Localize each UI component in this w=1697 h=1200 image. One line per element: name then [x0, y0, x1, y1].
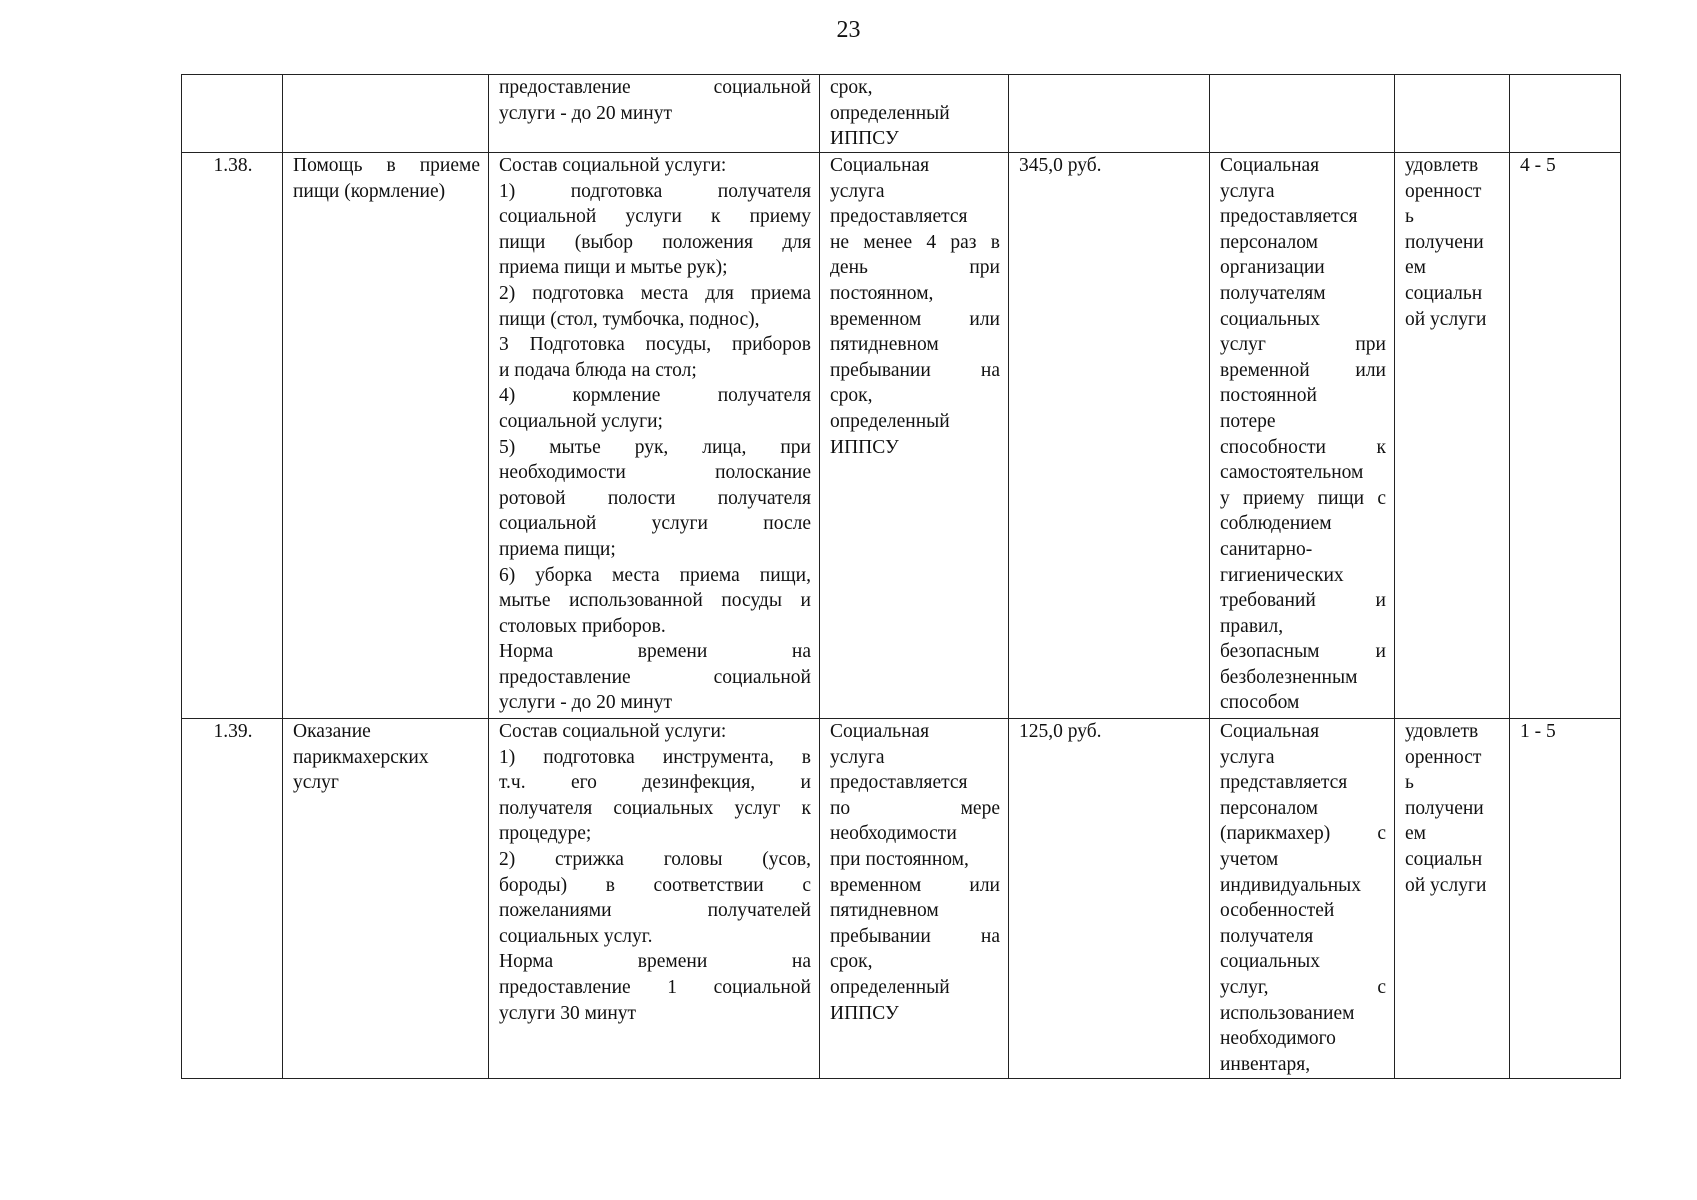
- cell-text-line: 1) подготовка инструмента, в: [499, 746, 811, 768]
- cell-text-line: бороды) в соответствии с: [499, 874, 811, 896]
- cell-text-line: ем: [1405, 823, 1426, 845]
- cell-text-line: по мере: [830, 797, 1000, 819]
- cell-text-line: 1) подготовка получателя: [499, 180, 811, 202]
- cell-text-line: индивидуальных: [1220, 874, 1362, 896]
- cell-text-line: мытье использованной посуды и: [499, 590, 811, 612]
- cell-text-line: Социальная: [830, 721, 930, 742]
- cell-text-line: представляется: [1220, 772, 1348, 794]
- cell-text-line: услуга: [1220, 746, 1275, 768]
- cell-text-line: Норма времени на: [499, 641, 811, 663]
- cell-text-line: удовлетв: [1405, 721, 1479, 742]
- cell-text-line: пребывании на: [830, 359, 1000, 381]
- cell-service-term: [820, 75, 1009, 153]
- cell-text-line: предоставляется: [830, 772, 968, 794]
- cell-text-line: персоналом: [1220, 231, 1318, 253]
- cell-text-line: пятидневном: [830, 900, 939, 922]
- cell-price: [1009, 75, 1210, 153]
- cell-text-line: пищи (кормление): [293, 180, 446, 202]
- cell-text-line: приема пищи;: [499, 538, 616, 560]
- cell-text-line: необходимости: [830, 823, 957, 845]
- cell-text-line: оренност: [1405, 746, 1482, 768]
- cell-text-line: необходимости полоскание: [499, 462, 811, 484]
- cell-text-line: Социальная: [830, 155, 930, 176]
- cell-service-content: [489, 75, 820, 153]
- cell-indicator: [1395, 153, 1510, 719]
- cell-indicator: [1395, 75, 1510, 153]
- cell-text-line: получателям: [1220, 282, 1326, 304]
- cell-text-line: определенный: [830, 410, 950, 432]
- cell-text-line: срок,: [830, 951, 873, 973]
- cell-text-line: оренност: [1405, 180, 1482, 202]
- cell-text-line: персоналом: [1220, 797, 1318, 819]
- services-table: [181, 74, 1621, 1079]
- cell-text-line: 2) стрижка головы (усов,: [499, 848, 811, 870]
- cell-text-line: услуги 30 минут: [499, 1002, 637, 1024]
- cell-indicator: [1395, 719, 1510, 1079]
- cell-text-line: ь: [1405, 772, 1414, 794]
- cell-text-line: 2) подготовка места для приема: [499, 282, 811, 304]
- cell-text-line: 3 Подготовка посуды, приборов: [499, 334, 811, 356]
- cell-text-line: удовлетв: [1405, 155, 1479, 176]
- cell-service-name: [283, 75, 489, 153]
- cell-text-line: день при: [830, 257, 1000, 279]
- cell-text-line: услуг, с: [1220, 976, 1386, 998]
- cell-text-line: приема пищи и мытье рук);: [499, 257, 728, 279]
- cell-text-line: получени: [1405, 797, 1484, 819]
- cell-text-line: ь: [1405, 206, 1414, 228]
- cell-text-line: парикмахерских: [293, 746, 429, 768]
- cell-text-line: пятидневном: [830, 334, 939, 356]
- cell-text-line: процедуре;: [499, 823, 592, 845]
- cell-service-name: [283, 719, 489, 1079]
- cell-text-line: социальной услуги;: [499, 410, 663, 432]
- cell-text-line: услуги - до 20 минут: [499, 102, 672, 124]
- cell-text-line: Социальная: [1220, 721, 1320, 742]
- cell-text-line: ИППСУ: [830, 128, 899, 150]
- cell-text-line: гигиенических: [1220, 564, 1344, 586]
- cell-number: 1.39.: [182, 719, 283, 1079]
- cell-text-line: услуги - до 20 минут: [499, 692, 672, 714]
- cell-text-line: правил,: [1220, 615, 1284, 637]
- cell-text-line: учетом: [1220, 848, 1279, 870]
- cell-rating: [1510, 75, 1621, 153]
- cell-text-line: т.ч. его дезинфекция, и: [499, 772, 811, 794]
- cell-text-line: потере: [1220, 410, 1276, 432]
- cell-text-line: ИППСУ: [830, 436, 899, 458]
- cell-number: [182, 75, 283, 153]
- cell-text-line: безболезненным: [1220, 666, 1358, 688]
- table-row-continuation: [182, 75, 1621, 153]
- cell-text-line: определенный: [830, 102, 950, 124]
- cell-service-content: [489, 719, 820, 1079]
- cell-text-line: Состав социальной услуги:: [499, 721, 727, 742]
- cell-text-line: ротовой полости получателя: [499, 487, 811, 509]
- cell-text-line: ИППСУ: [830, 1002, 899, 1024]
- cell-text-line: способом: [1220, 692, 1300, 714]
- cell-text-line: предоставление 1 социальной: [499, 976, 811, 998]
- cell-text-line: социальн: [1405, 282, 1483, 304]
- cell-text-line: пожеланиями получателей: [499, 900, 811, 922]
- cell-text-line: услуг при: [1220, 334, 1386, 356]
- cell-text-line: 4) кормление получателя: [499, 385, 811, 407]
- cell-text-line: услуга: [830, 746, 885, 768]
- cell-text-line: временной или: [1220, 359, 1386, 381]
- cell-text-line: временном или: [830, 308, 1000, 330]
- cell-text-line: безопасным и: [1220, 641, 1386, 663]
- cell-text-line: пищи (стол, тумбочка, поднос),: [499, 308, 760, 330]
- cell-text-line: Помощь в приеме: [293, 155, 480, 176]
- cell-text-line: предоставляется: [830, 206, 968, 228]
- cell-text-line: самостоятельном: [1220, 462, 1364, 484]
- cell-text-line: социальных: [1220, 308, 1321, 330]
- cell-text-line: социальных услуг.: [499, 925, 653, 947]
- cell-text-line: получателя социальных услуг к: [499, 797, 811, 819]
- cell-text-line: срок,: [830, 385, 873, 407]
- cell-text-line: санитарно-: [1220, 538, 1313, 560]
- cell-price: 345,0 руб.: [1009, 153, 1210, 719]
- cell-text-line: постоянной: [1220, 385, 1317, 407]
- cell-text-line: услуга: [830, 180, 885, 202]
- cell-text-line: инвентаря,: [1220, 1053, 1311, 1075]
- cell-service-term: [820, 719, 1009, 1079]
- cell-conditions: [1210, 153, 1395, 719]
- cell-text-line: организации: [1220, 257, 1325, 279]
- cell-text-line: не менее 4 раз в: [830, 231, 1000, 253]
- cell-service-name: [283, 153, 489, 719]
- cell-text-line: столовых приборов.: [499, 615, 666, 637]
- cell-conditions: [1210, 719, 1395, 1079]
- cell-text-line: у приему пищи с: [1220, 487, 1386, 509]
- page-number: 23: [836, 17, 861, 43]
- cell-rating: 4 - 5: [1510, 153, 1621, 719]
- cell-text-line: предоставление социальной: [499, 666, 811, 688]
- cell-text-line: необходимого: [1220, 1028, 1336, 1050]
- cell-text-line: при постоянном,: [830, 848, 969, 870]
- cell-text-line: социальной услуги после: [499, 513, 811, 535]
- cell-conditions: [1210, 75, 1395, 153]
- cell-text-line: срок,: [830, 77, 873, 98]
- table-row: [182, 153, 1621, 719]
- table-row: [182, 719, 1621, 1079]
- cell-text-line: получени: [1405, 231, 1484, 253]
- cell-text-line: предоставляется: [1220, 206, 1358, 228]
- cell-service-term: [820, 153, 1009, 719]
- cell-text-line: временном или: [830, 874, 1000, 896]
- cell-text-line: и подача блюда на стол;: [499, 359, 697, 381]
- cell-text-line: пребывании на: [830, 925, 1000, 947]
- cell-text-line: социальных: [1220, 951, 1321, 973]
- cell-text-line: услуг: [293, 772, 339, 794]
- cell-text-line: постоянном,: [830, 282, 934, 304]
- cell-text-line: предоставление социальной: [499, 77, 811, 98]
- cell-text-line: пищи (выбор положения для: [499, 231, 811, 253]
- cell-text-line: 5) мытье рук, лица, при: [499, 436, 811, 458]
- cell-text-line: социальной услуги к приему: [499, 206, 811, 228]
- cell-text-line: Состав социальной услуги:: [499, 155, 727, 176]
- cell-text-line: Социальная: [1220, 155, 1320, 176]
- cell-text-line: использованием: [1220, 1002, 1355, 1024]
- cell-text-line: особенностей: [1220, 900, 1335, 922]
- cell-text-line: требований и: [1220, 590, 1386, 612]
- cell-text-line: получателя: [1220, 925, 1314, 947]
- cell-text-line: ой услуги: [1405, 308, 1487, 330]
- cell-text-line: ой услуги: [1405, 874, 1487, 896]
- cell-text-line: ем: [1405, 257, 1426, 279]
- cell-service-content: [489, 153, 820, 719]
- cell-text-line: способности к: [1220, 436, 1386, 458]
- cell-number: 1.38.: [182, 153, 283, 719]
- cell-text-line: 6) уборка места приема пищи,: [499, 564, 811, 586]
- cell-rating: 1 - 5: [1510, 719, 1621, 1079]
- cell-text-line: (парикмахер) с: [1220, 823, 1386, 845]
- cell-text-line: Норма времени на: [499, 951, 811, 973]
- cell-price: 125,0 руб.: [1009, 719, 1210, 1079]
- cell-text-line: Оказание: [293, 721, 371, 742]
- cell-text-line: определенный: [830, 976, 950, 998]
- cell-text-line: соблюдением: [1220, 513, 1332, 535]
- cell-text-line: услуга: [1220, 180, 1275, 202]
- cell-text-line: социальн: [1405, 848, 1483, 870]
